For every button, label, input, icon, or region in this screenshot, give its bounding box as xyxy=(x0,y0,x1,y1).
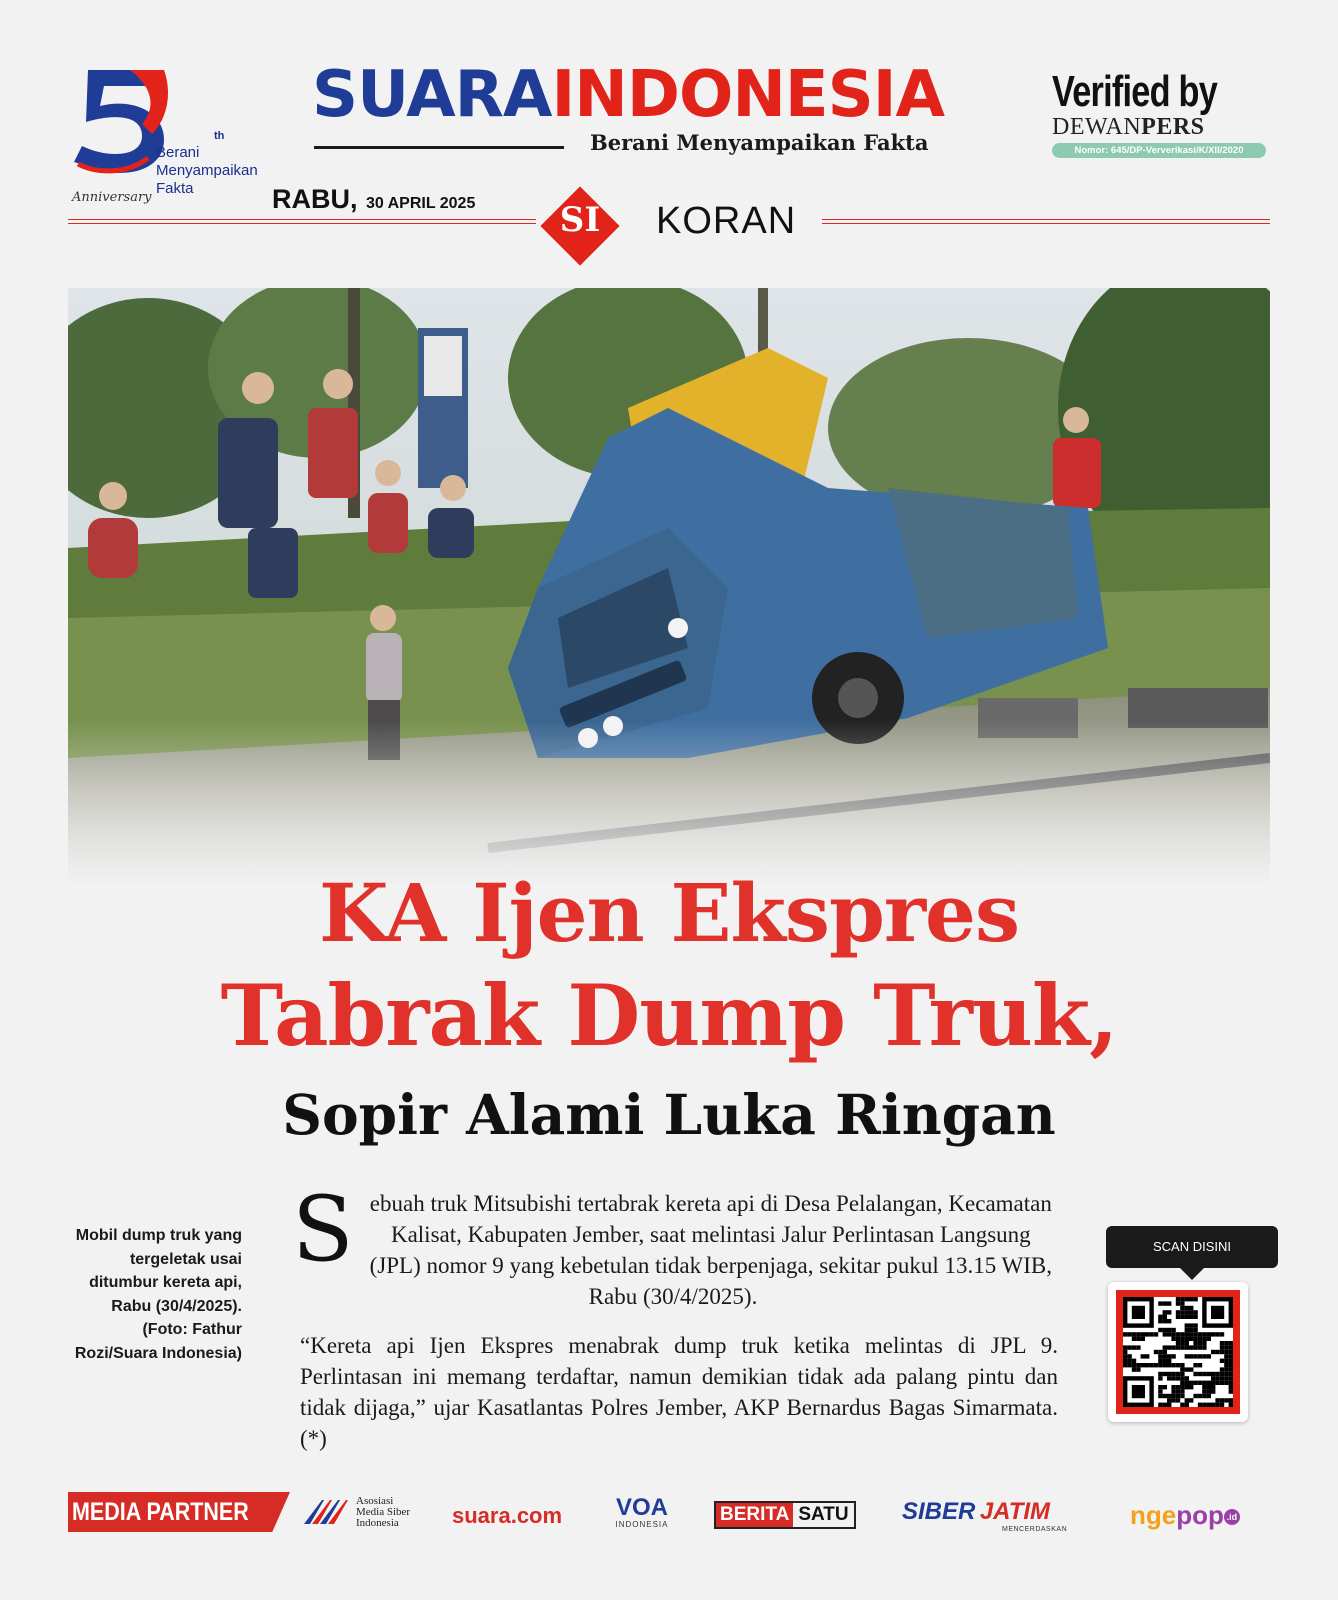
scan-here-label: SCAN DISINI xyxy=(1106,1226,1278,1268)
accident-photo xyxy=(68,288,1270,888)
amsi-icon xyxy=(302,1496,352,1526)
anniversary-script: Anniversary xyxy=(72,190,152,205)
partner-suara-com-logo[interactable]: suara.com xyxy=(452,1503,563,1528)
anniversary-suffix: th xyxy=(214,130,225,142)
partner-beritasatu-logo[interactable]: BERITA SATU xyxy=(714,1501,856,1529)
si-badge-text: SI xyxy=(559,200,601,240)
subheadline: Sopir Alami Luka Ringan xyxy=(282,1082,1056,1147)
logo-word-suara: SUARA xyxy=(312,58,552,132)
section-label: KORAN xyxy=(656,200,797,242)
photo-caption: Mobil dump truk yang tergeletak usai ditumbur kereta api, Rabu (30/4/2025). (Foto: Fathur Rozi/Suara Indonesia) xyxy=(74,1227,242,1362)
logo-underline xyxy=(314,146,564,149)
scan-arrow-icon xyxy=(1178,1266,1206,1280)
publication-date: 30 APRIL 2025 xyxy=(365,195,476,212)
qr-code-icon xyxy=(1123,1297,1233,1407)
verification-number: Nomor: 645/DP-Ververikasi/K/XII/2020 xyxy=(1052,143,1266,158)
headline-line-1: KA Ijen Ekspres xyxy=(319,866,1019,960)
qr-frame xyxy=(1116,1290,1240,1414)
partner-amsi-logo[interactable]: Asosiasi Media Siber Indonesia xyxy=(302,1496,352,1532)
partner-ngepop-logo[interactable]: ngepop .id xyxy=(1130,1500,1240,1536)
anniversary-logo xyxy=(68,62,288,212)
dateline xyxy=(272,184,475,215)
partner-voa-logo[interactable]: VOA INDONESIA xyxy=(615,1494,669,1529)
masthead-tagline: Berani Menyampaikan Fakta xyxy=(590,130,929,155)
partner-siber-jatim-logo[interactable]: SIBER JATIM MENCERDASKAN xyxy=(902,1498,1068,1533)
anniversary-motto: Berani Menyampaikan Fakta xyxy=(156,144,258,197)
masthead-rule-left xyxy=(68,219,536,224)
article-paragraph-2: “Kereta api Ijen Ekspres menabrak dump truk ketika melintas di JPL 9. Perlintasan ini memang terdaftar, namun demikian tidak ada palang pintu dan tidak dijaga,” ujar Kasatlantas Polres Jember, AKP Bernardus Bagas Simarmata. (*) xyxy=(300,1333,1058,1451)
dewan-pers-verification xyxy=(1052,67,1262,158)
publication-day: RABU, xyxy=(272,184,358,214)
drop-cap: S xyxy=(292,1177,354,1282)
logo-word-indonesia: INDONESIA xyxy=(551,58,945,132)
verified-by-text: Verified by xyxy=(1052,67,1218,116)
qr-code[interactable] xyxy=(1108,1282,1248,1422)
headline-line-2: Tabrak Dump Truk, xyxy=(220,966,1118,1065)
masthead-rule-right xyxy=(822,219,1270,224)
article-body xyxy=(288,1177,1058,1454)
suara-indonesia-logo[interactable] xyxy=(312,58,1032,132)
si-badge xyxy=(540,186,620,266)
dewan-pers-text: DEWANPERS xyxy=(1052,114,1205,140)
article-paragraph-1: Sebuah truk Mitsubishi tertabrak kereta api di Desa Pelalangan, Kecamatan Kalisat, Kabupaten Jember, saat melintasi Jalur Perlintasan Langsung (JPL) nomor 9 yang kebetulan tidak berpenjaga, sekitar pukul 13.15 WIB, Rabu (30/4/2025). xyxy=(292,1177,1053,1309)
media-partner-label: MEDIA PARTNER xyxy=(68,1492,290,1532)
